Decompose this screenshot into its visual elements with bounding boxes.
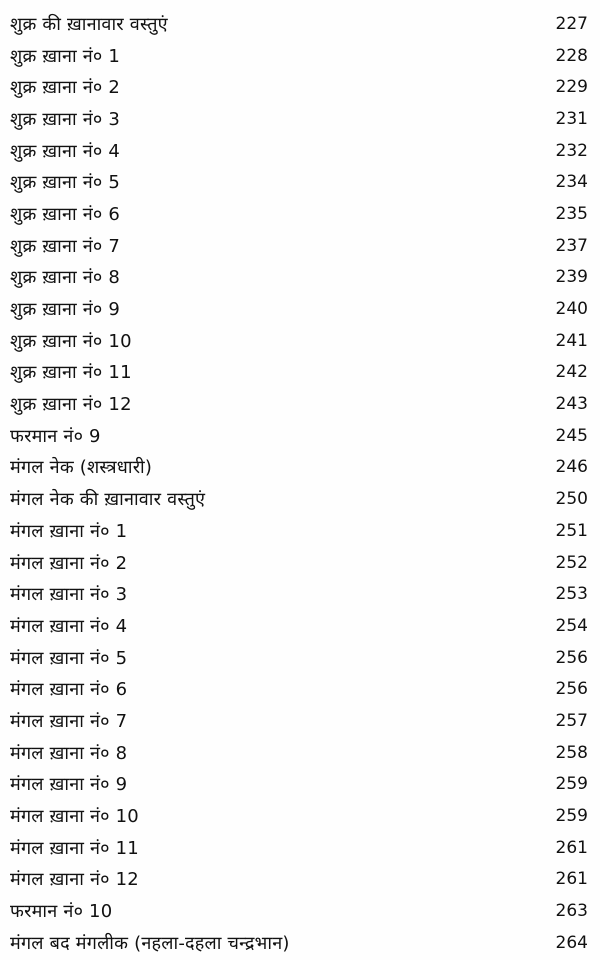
toc-entry-page-number: 243 [555, 394, 588, 415]
toc-entry-title: शुक्र ख़ाना नं० 8 [10, 267, 121, 289]
toc-entry [10, 927, 588, 959]
toc-entry-title: मंगल ख़ाना नं० 7 [10, 710, 128, 732]
toc-entry-title: फरमान नं० 9 [10, 425, 101, 447]
toc-entry-title: शुक्र ख़ाना नं० 7 [10, 235, 121, 257]
toc-entry-title: फरमान नं० 10 [10, 901, 113, 923]
toc-entry-title: शुक्र ख़ाना नं० 5 [10, 172, 121, 194]
toc-entry [10, 8, 588, 40]
toc-entry-page-number: 261 [555, 869, 588, 890]
toc-entry-title: मंगल ख़ाना नं० 5 [10, 647, 128, 669]
toc-entry-title: शुक्र ख़ाना नं० 11 [10, 362, 132, 384]
toc-entry-title: शुक्र ख़ाना नं० 1 [10, 45, 121, 67]
toc-entry-page-number: 261 [555, 837, 588, 858]
toc-entry [10, 420, 588, 452]
toc-entry-title: मंगल ख़ाना नं० 12 [10, 869, 139, 891]
toc-entry-page-number: 237 [555, 235, 588, 256]
toc-entry-title: शुक्र ख़ाना नं० 6 [10, 203, 121, 225]
toc-entry [10, 769, 588, 801]
toc-entry-title: मंगल ख़ाना नं० 8 [10, 742, 128, 764]
table-of-contents [10, 8, 588, 959]
toc-entry-page-number: 256 [555, 647, 588, 668]
toc-entry-title: शुक्र ख़ाना नं० 2 [10, 77, 121, 99]
toc-entry-title: मंगल नेक (शस्त्रधारी) [10, 457, 153, 479]
toc-entry [10, 895, 588, 927]
toc-entry [10, 452, 588, 484]
toc-entry [10, 610, 588, 642]
toc-entry [10, 230, 588, 262]
toc-entry [10, 673, 588, 705]
toc-entry-title: मंगल नेक की ख़ानावार वस्तुएं [10, 489, 206, 511]
toc-entry-page-number: 246 [555, 457, 588, 478]
toc-entry [10, 483, 588, 515]
toc-entry [10, 135, 588, 167]
toc-entry-page-number: 231 [555, 108, 588, 129]
toc-entry-page-number: 235 [555, 203, 588, 224]
toc-entry [10, 103, 588, 135]
toc-entry-title: मंगल ख़ाना नं० 1 [10, 520, 128, 542]
toc-entry [10, 388, 588, 420]
toc-entry-page-number: 245 [555, 425, 588, 446]
toc-entry-page-number: 263 [555, 901, 588, 922]
toc-entry-title: मंगल ख़ाना नं० 4 [10, 615, 128, 637]
toc-entry-page-number: 258 [555, 742, 588, 763]
toc-entry [10, 40, 588, 72]
toc-entry-page-number: 229 [555, 77, 588, 98]
toc-entry-title: शुक्र ख़ाना नं० 9 [10, 299, 121, 321]
toc-entry-page-number: 253 [555, 584, 588, 605]
toc-entry [10, 642, 588, 674]
toc-entry [10, 832, 588, 864]
toc-entry-page-number: 242 [555, 362, 588, 383]
toc-entry-title: शुक्र ख़ाना नं० 4 [10, 140, 121, 162]
toc-entry-title: शुक्र की ख़ानावार वस्तुएं [10, 13, 168, 35]
toc-entry-title: मंगल ख़ाना नं० 10 [10, 806, 139, 828]
toc-entry-title: मंगल ख़ाना नं० 6 [10, 679, 128, 701]
toc-entry-page-number: 257 [555, 710, 588, 731]
toc-entry [10, 578, 588, 610]
toc-entry-title: मंगल बद मंगलीक (नहला-दहला चन्द्रभान) [10, 932, 290, 954]
toc-entry [10, 515, 588, 547]
toc-entry-title: मंगल ख़ाना नं० 9 [10, 774, 128, 796]
toc-entry-title: मंगल ख़ाना नं० 11 [10, 837, 139, 859]
toc-entry [10, 737, 588, 769]
toc-entry-page-number: 256 [555, 679, 588, 700]
toc-entry-page-number: 239 [555, 267, 588, 288]
toc-entry-page-number: 259 [555, 774, 588, 795]
toc-entry [10, 547, 588, 579]
toc-entry-title: शुक्र ख़ाना नं० 12 [10, 394, 132, 416]
toc-entry-page-number: 240 [555, 299, 588, 320]
toc-entry-page-number: 252 [555, 552, 588, 573]
toc-entry-title: शुक्र ख़ाना नं० 3 [10, 108, 121, 130]
toc-entry-page-number: 234 [555, 172, 588, 193]
toc-entry [10, 293, 588, 325]
toc-entry-title: मंगल ख़ाना नं० 3 [10, 584, 128, 606]
toc-entry-page-number: 227 [555, 13, 588, 34]
toc-entry [10, 357, 588, 389]
toc-entry [10, 800, 588, 832]
toc-entry [10, 864, 588, 896]
toc-entry-page-number: 254 [555, 615, 588, 636]
toc-entry-page-number: 251 [555, 520, 588, 541]
toc-entry-page-number: 250 [555, 489, 588, 510]
toc-entry-title: मंगल ख़ाना नं० 2 [10, 552, 128, 574]
toc-entry [10, 71, 588, 103]
toc-entry-title: शुक्र ख़ाना नं० 10 [10, 330, 132, 352]
toc-entry-page-number: 259 [555, 806, 588, 827]
toc-entry-page-number: 232 [555, 140, 588, 161]
toc-entry [10, 198, 588, 230]
toc-entry-page-number: 264 [555, 932, 588, 953]
toc-entry-page-number: 241 [555, 330, 588, 351]
toc-entry [10, 166, 588, 198]
toc-entry [10, 262, 588, 294]
toc-entry [10, 705, 588, 737]
toc-entry [10, 325, 588, 357]
toc-entry-page-number: 228 [555, 45, 588, 66]
